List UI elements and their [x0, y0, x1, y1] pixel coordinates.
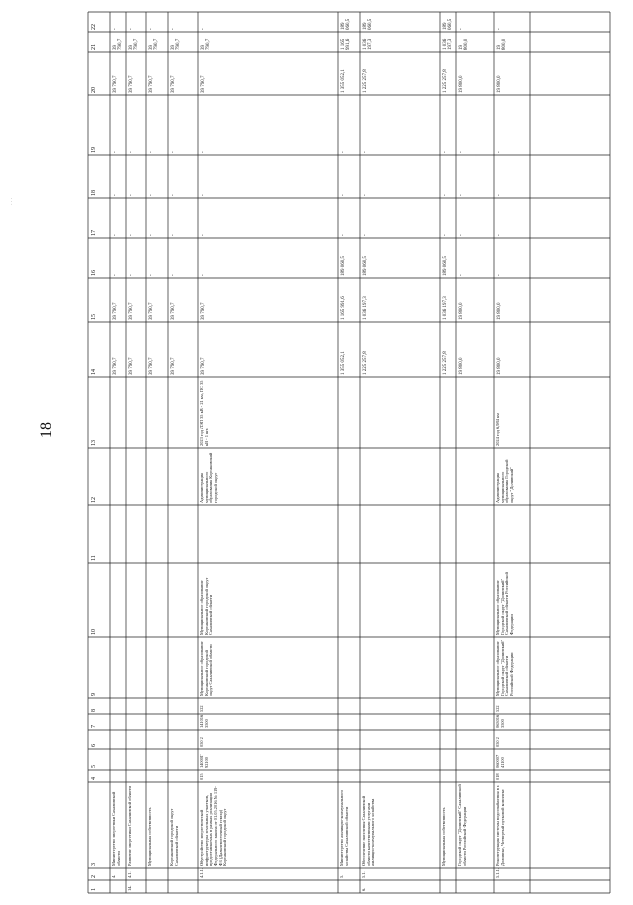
row-4-col-12: Администрация муниципального образования Корсаковский городской округ — [199, 452, 218, 503]
row-9-col-7: 063016 3500 — [495, 714, 505, 728]
row-3-col-21: 39 790,7 — [171, 38, 182, 50]
row-2-col-15: 39 790,7 — [149, 302, 154, 320]
row-9-col-4: 018 — [495, 773, 500, 780]
row-4-col-15: 39 790,7 — [201, 302, 206, 320]
row-2-col-14: 39 790,7 — [149, 357, 154, 375]
row-9-col-10: Муниципальное образование Городской округ "Долинский" Сахалинской области Российской Федерации — [495, 572, 514, 635]
row-9-col-17: - — [497, 234, 502, 236]
column-number: 20 — [91, 87, 97, 93]
row-1-col-18: - — [129, 194, 134, 196]
row-3-col-16: - — [171, 274, 176, 276]
column-number: 14 — [91, 369, 97, 375]
row-7-col-16: 189 060,5 — [443, 256, 448, 276]
row-2-col-21: 39 790,7 — [149, 38, 160, 50]
column-number: 22 — [91, 24, 97, 30]
row-8-col-15: 19 800,0 — [459, 302, 464, 320]
row-6-col-15: 1 036 197,3 — [363, 296, 368, 320]
row-1-col-1: 14. — [127, 885, 132, 891]
row-8-col-20: 19 800,0 — [459, 75, 464, 93]
row-0-col-21: 39 790,7 — [113, 38, 124, 50]
row-4-col-22: - — [201, 28, 206, 30]
column-number: 10 — [91, 629, 97, 635]
column-number: 1 — [91, 888, 97, 891]
row-5-col-20: 1 355 052,1 — [341, 69, 346, 93]
row-3-col-22: - — [171, 28, 176, 30]
row-4-col-13: 2023 год ЛЭП 35 кВ - 21 км, ПС 35 кВ - 1 шт. — [199, 380, 209, 446]
row-0-col-18: - — [113, 194, 118, 196]
row-5-col-16: 189 060,5 — [341, 256, 346, 276]
row-1-col-22: - — [129, 28, 134, 30]
column-number: 21 — [91, 44, 97, 50]
column-number: 18 — [91, 190, 97, 196]
row-5-col-15: 1 165 991,6 — [341, 296, 346, 320]
row-4-col-16: - — [201, 274, 206, 276]
row-6-col-20: 1 225 257,8 — [363, 69, 368, 93]
row-4-col-17: - — [201, 234, 206, 236]
row-0-col-3: Министерство энергетики Сахалинской области — [111, 791, 121, 866]
row-7-col-22: 189 060,5 — [443, 18, 454, 30]
row-8-col-22: - — [459, 28, 464, 30]
row-4-col-6: 050 2 — [199, 737, 204, 747]
row-9-col-19: - — [497, 151, 502, 153]
row-1-col-16: - — [129, 274, 134, 276]
column-number: 9 — [91, 693, 97, 696]
row-0-col-22: - — [113, 28, 118, 30]
row-4-col-19: - — [201, 151, 206, 153]
page-number: 18 — [38, 422, 55, 438]
column-number: 11 — [91, 555, 97, 561]
row-3-col-17: - — [171, 234, 176, 236]
row-0-col-19: - — [113, 151, 118, 153]
row-9-col-22: - — [497, 28, 502, 30]
margin-mark: · · · — [10, 197, 15, 205]
row-7-col-15: 1 036 197,3 — [443, 296, 448, 320]
row-1-col-15: 39 790,7 — [129, 302, 134, 320]
row-4-col-9: Муниципальное образование Корсаковский городской округ Сахалинской области — [199, 641, 214, 696]
column-number: 5 — [91, 765, 97, 768]
row-6-col-3: Обеспечение населения Сахалинской области качественными услугами жилищно-коммунального хозяйства — [361, 796, 376, 866]
row-0-col-17: - — [113, 234, 118, 236]
row-4-col-8: 522 — [199, 705, 204, 712]
row-3-col-18: - — [171, 194, 176, 196]
row-8-col-17: - — [459, 234, 464, 236]
row-9-col-3: Реконструкция системы водоснабжения в г. Долинске, Четвертый пусковой комплекс — [495, 784, 505, 866]
row-8-col-16: - — [459, 274, 464, 276]
row-9-col-13: 2024 год 6,984 км — [495, 413, 500, 446]
row-7-col-14: 1 225 257,8 — [443, 351, 448, 375]
row-8-col-18: - — [459, 194, 464, 196]
column-number: 16 — [91, 270, 97, 276]
row-9-col-5: 060007 41100 — [495, 754, 505, 768]
row-1-col-3: Развитие энергетики Сахалинской области — [127, 786, 132, 866]
row-8-col-14: 19 800,0 — [459, 357, 464, 375]
row-7-col-17: - — [443, 234, 448, 236]
column-number: 17 — [91, 230, 97, 236]
row-3-col-15: 39 790,7 — [171, 302, 176, 320]
row-0-col-15: 39 790,7 — [113, 302, 118, 320]
row-5-col-2: 5. — [339, 874, 344, 878]
row-1-col-19: - — [129, 151, 134, 153]
row-7-col-19: - — [443, 151, 448, 153]
column-number: 2 — [91, 875, 97, 878]
row-6-col-14: 1 225 257,8 — [363, 351, 368, 375]
row-2-col-20: 39 790,7 — [149, 75, 154, 93]
row-6-col-16: 189 060,5 — [363, 256, 368, 276]
row-9-col-14: 19 800,0 — [497, 357, 502, 375]
row-1-col-21: 39 790,7 — [129, 38, 140, 50]
row-9-col-20: 19 800,0 — [497, 75, 502, 93]
row-6-col-17: - — [363, 234, 368, 236]
row-7-col-3: Муниципальная собственность — [441, 807, 446, 866]
row-4-col-10: Муниципальное образование Корсаковский городской округ Сахалинской области — [199, 577, 214, 635]
row-2-col-3: Муниципальная собственность — [147, 807, 152, 866]
row-5-col-19: - — [341, 151, 346, 153]
column-number: 7 — [91, 725, 97, 728]
row-4-col-21: 39 790,7 — [201, 38, 212, 50]
row-2-col-22: - — [149, 28, 154, 30]
column-number: 3 — [91, 863, 97, 866]
row-0-col-20: 39 790,7 — [113, 75, 118, 93]
row-4-col-2: 4.1.1. — [199, 868, 204, 878]
row-8-col-19: - — [459, 151, 464, 153]
row-8-col-21: 19 800,0 — [459, 38, 470, 50]
row-9-col-18: - — [497, 194, 502, 196]
row-4-col-3: Обустройство энергетической инфраструктуры земельных участков, предоставляемых в рамках реализации Федерального закона от 01.05.2016 № 119-ФЗ (Дальневосточный гектар) Корсаковский городской округ — [199, 786, 228, 866]
row-6-col-21: 1 036 197,3 — [363, 38, 374, 50]
row-7-col-21: 1 036 197,3 — [443, 38, 454, 50]
row-0-col-2: 4. — [111, 874, 116, 878]
row-1-col-2: 4.1. — [127, 871, 132, 878]
row-1-col-20: 39 790,7 — [129, 75, 134, 93]
row-6-col-2: 5.1. — [361, 871, 366, 878]
row-1-col-17: - — [129, 234, 134, 236]
row-5-col-17: - — [341, 234, 346, 236]
row-8-col-3: Городской округ "Долинский" Сахалинской области Российской Федерации — [457, 784, 467, 866]
row-5-col-18: - — [341, 194, 346, 196]
row-6-col-1: 6. — [361, 887, 366, 891]
row-3-col-20: 39 790,7 — [171, 75, 176, 93]
row-2-col-16: - — [149, 274, 154, 276]
row-4-col-5: 14000Г 92100 — [199, 754, 209, 768]
row-9-col-9: Муниципальное образование Городской округ "Долинский" Сахалинской области Российской Федерации — [495, 639, 514, 696]
column-number: 4 — [91, 777, 97, 780]
row-3-col-3: Корсаковский городской округ Сахалинской области — [169, 808, 179, 866]
row-0-col-14: 39 790,7 — [113, 357, 118, 375]
row-2-col-17: - — [149, 234, 154, 236]
row-6-col-18: - — [363, 194, 368, 196]
row-9-col-15: 19 800,0 — [497, 302, 502, 320]
row-4-col-4: 015 — [199, 773, 204, 780]
row-9-col-16: - — [497, 274, 502, 276]
row-4-col-20: 39 790,7 — [201, 75, 206, 93]
row-9-col-21: 19 800,0 — [497, 38, 508, 50]
column-number: 12 — [91, 497, 97, 503]
row-0-col-16: - — [113, 274, 118, 276]
row-5-col-14: 1 355 052,1 — [341, 351, 346, 375]
row-4-col-14: 39 790,7 — [201, 357, 206, 375]
row-3-col-19: - — [171, 151, 176, 153]
row-6-col-19: - — [363, 151, 368, 153]
row-9-col-12: Администрация муниципального образования Городской округ "Долинский" — [495, 459, 514, 503]
row-9-col-8: 522 — [495, 705, 500, 712]
row-1-col-14: 39 790,7 — [129, 357, 134, 375]
row-3-col-14: 39 790,7 — [171, 357, 176, 375]
column-number: 6 — [91, 744, 97, 747]
column-number: 13 — [91, 440, 97, 446]
row-5-col-21: 1 165 991,6 — [341, 38, 352, 50]
row-2-col-19: - — [149, 151, 154, 153]
column-number: 8 — [91, 709, 97, 712]
row-7-col-18: - — [443, 194, 448, 196]
row-9-col-2: 5.1.1. — [495, 868, 500, 878]
row-7-col-20: 1 225 257,8 — [443, 69, 448, 93]
row-5-col-3: Министерство жилищно-коммунального хозяйства Сахалинской области — [339, 789, 349, 866]
column-number: 19 — [91, 147, 97, 153]
row-9-col-6: 050 2 — [495, 737, 500, 747]
row-5-col-22: 189 060,5 — [341, 18, 352, 30]
row-4-col-7: 141016 3500 — [199, 714, 209, 728]
column-number: 15 — [91, 314, 97, 320]
row-6-col-22: 189 060,5 — [363, 18, 374, 30]
row-4-col-18: - — [201, 194, 206, 196]
row-2-col-18: - — [149, 194, 154, 196]
